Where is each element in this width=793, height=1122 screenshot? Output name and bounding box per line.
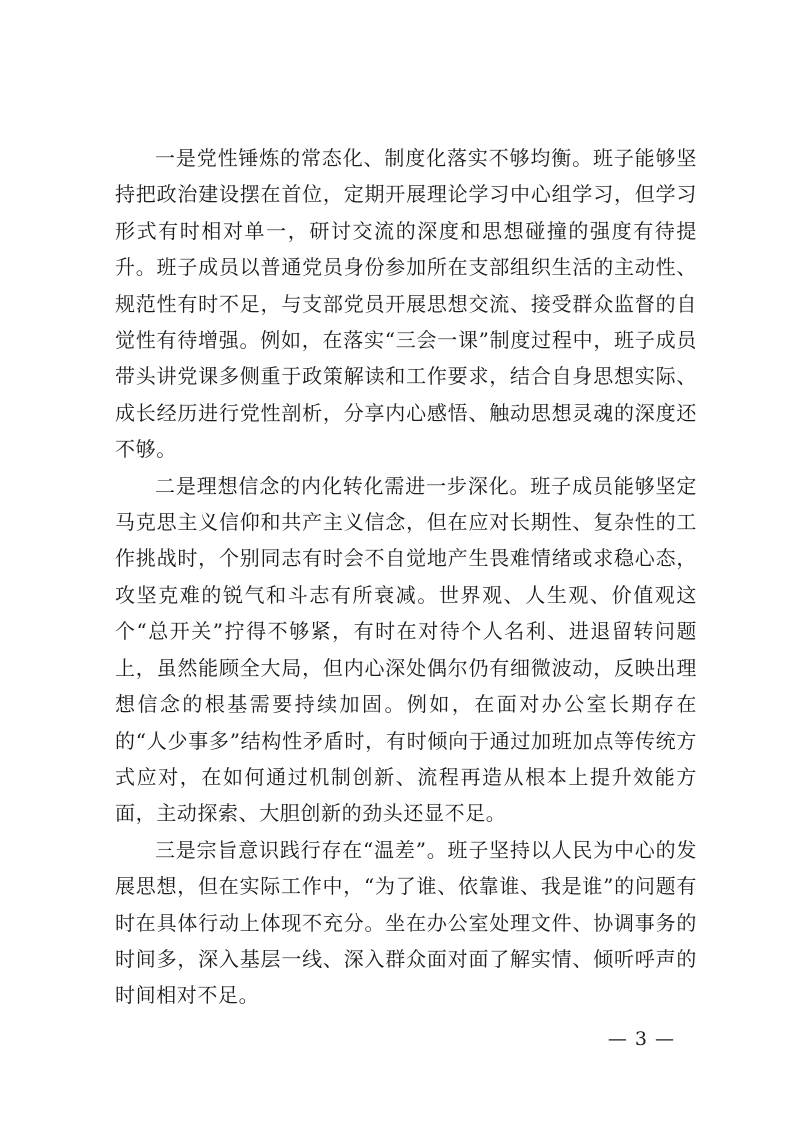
paragraph-party-spirit: 一是党性锤炼的常态化、制度化落实不够均衡。班子能够坚持把政治建设摆在首位，定期开展理论学习中心组学习，但学习形式有时相对单一，研讨交流的深度和思想碰撞的强度有待提升。班子成员以普通党员身份参加所在支部组织生活的主动性、规范性有时不足，与支部党员开展思想交流、接受群众监督的自觉性有待增强。例如，在落实“三会一课”制度过程中，班子成员带头讲党课多侧重于政策解读和工作要求，结合自身思想实际、成长经历进行党性剖析，分享内心感悟、触动思想灵魂的深度还不够。 [115,146,697,462]
document-body [115,140,697,1014]
page-number: — 3 — [607,1028,675,1050]
paragraph-purpose-awareness: 三是宗旨意识践行存在“温差”。班子坚持以人民为中心的发展思想，但在实际工作中，“为了谁、依靠谁、我是谁”的问题有时在具体行动上体现不充分。坐在办公室处理文件、协调事务的时间多，深入基层一线、深入群众面对面了解实情、倾听呼声的时间相对不足。 [115,837,697,1008]
paragraph-ideals-beliefs: 二是理想信念的内化转化需进一步深化。班子成员能够坚定马克思主义信仰和共产主义信念，但在应对长期性、复杂性的工作挑战时，个别同志有时会不自觉地产生畏难情绪或求稳心态，攻坚克难的锐气和斗志有所衰减。世界观、人生观、价值观这个“总开关”拧得不够紧，有时在对待个人名利、进退留转问题上，虽然能顾全大局，但内心深处偶尔仍有细微波动，反映出理想信念的根基需要持续加固。例如，在面对办公室长期存在的“人少事多”结构性矛盾时，有时倾向于通过加班加点等传统方式应对，在如何通过机制创新、流程再造从根本上提升效能方面，主动探索、大胆创新的劲头还显不足。 [115,473,697,826]
